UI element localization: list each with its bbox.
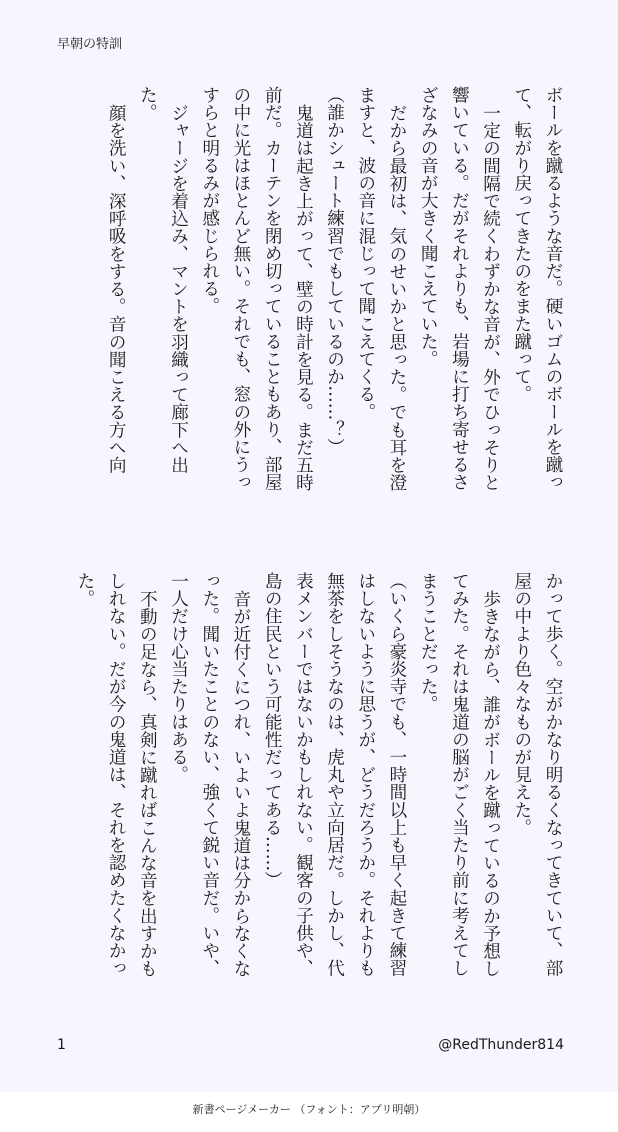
page-title: 早朝の特訓 — [57, 37, 123, 52]
paragraph: かって歩く。空がかなり明るくなってきていて、部屋の中より色々なものが見えた。 — [511, 572, 563, 977]
paragraph: 一定の間隔で続くわずかな音が、外でひっそりと響いている。だがそれよりも、岩場に打ち寄せるさざなみの音が大きく聞こえていた。 — [418, 86, 501, 491]
paragraph: 顔を洗い、深呼吸をする。音の聞こえる方へ向 — [106, 103, 127, 474]
author-handle: @RedThunder814 — [438, 1037, 564, 1053]
paragraph: ジャージを着込み、マントを羽織って廊下へ出た。 — [137, 86, 189, 474]
paragraph: （いくら豪炎寺でも、一時間以上も早く起きて練習はしないように思うが、どうだろうか。それよりも無茶をしそうなのは、虎丸や立向居だ。しかし、代表メンバーではないかもしれない。観客の子供や、島の住民という可能性だってある……） — [262, 572, 407, 977]
page-number: 1 — [57, 1037, 66, 1053]
paragraph: ボールを蹴るような音だ。硬いゴムのボールを蹴って、転がり戻ってきたのをまた蹴って。 — [511, 86, 563, 491]
paragraph: 不動の足なら、真剣に蹴ればこんな音を出すかもしれない。だが今の鬼道は、それを認めたくなかった。 — [74, 572, 158, 977]
paragraph: 音が近付くにつれ、いよいよ鬼道は分からなくなった。聞いたことのない、強くて鋭い音だ。いや、一人だけ心当たりはある。 — [168, 572, 251, 977]
lower-text-block — [69, 572, 568, 992]
paragraph: 鬼道は起き上がって、壁の時計を見る。まだ五時前だ。カーテンを閉め切っていることもあり、部屋の中に光はほとんど無い。それでも、窓の外にうっすらと明るみが感じられる。 — [199, 86, 314, 491]
upper-text-block — [100, 86, 568, 506]
paragraph: 歩きながら、誰がボールを蹴っているのか予想してみた。それは鬼道の脳がごく当たり前に考えてしまうことだった。 — [418, 572, 501, 977]
generator-credit: 新書ページメーカー （フォント：アプリ明朝） — [192, 1103, 426, 1116]
paragraph: だから最初は、気のせいかと思った。でも耳を澄ますと、波の音に混じって聞こえてくる。 — [355, 86, 407, 491]
paragraph: （誰かシュート練習でもしているのか……？） — [324, 86, 345, 456]
